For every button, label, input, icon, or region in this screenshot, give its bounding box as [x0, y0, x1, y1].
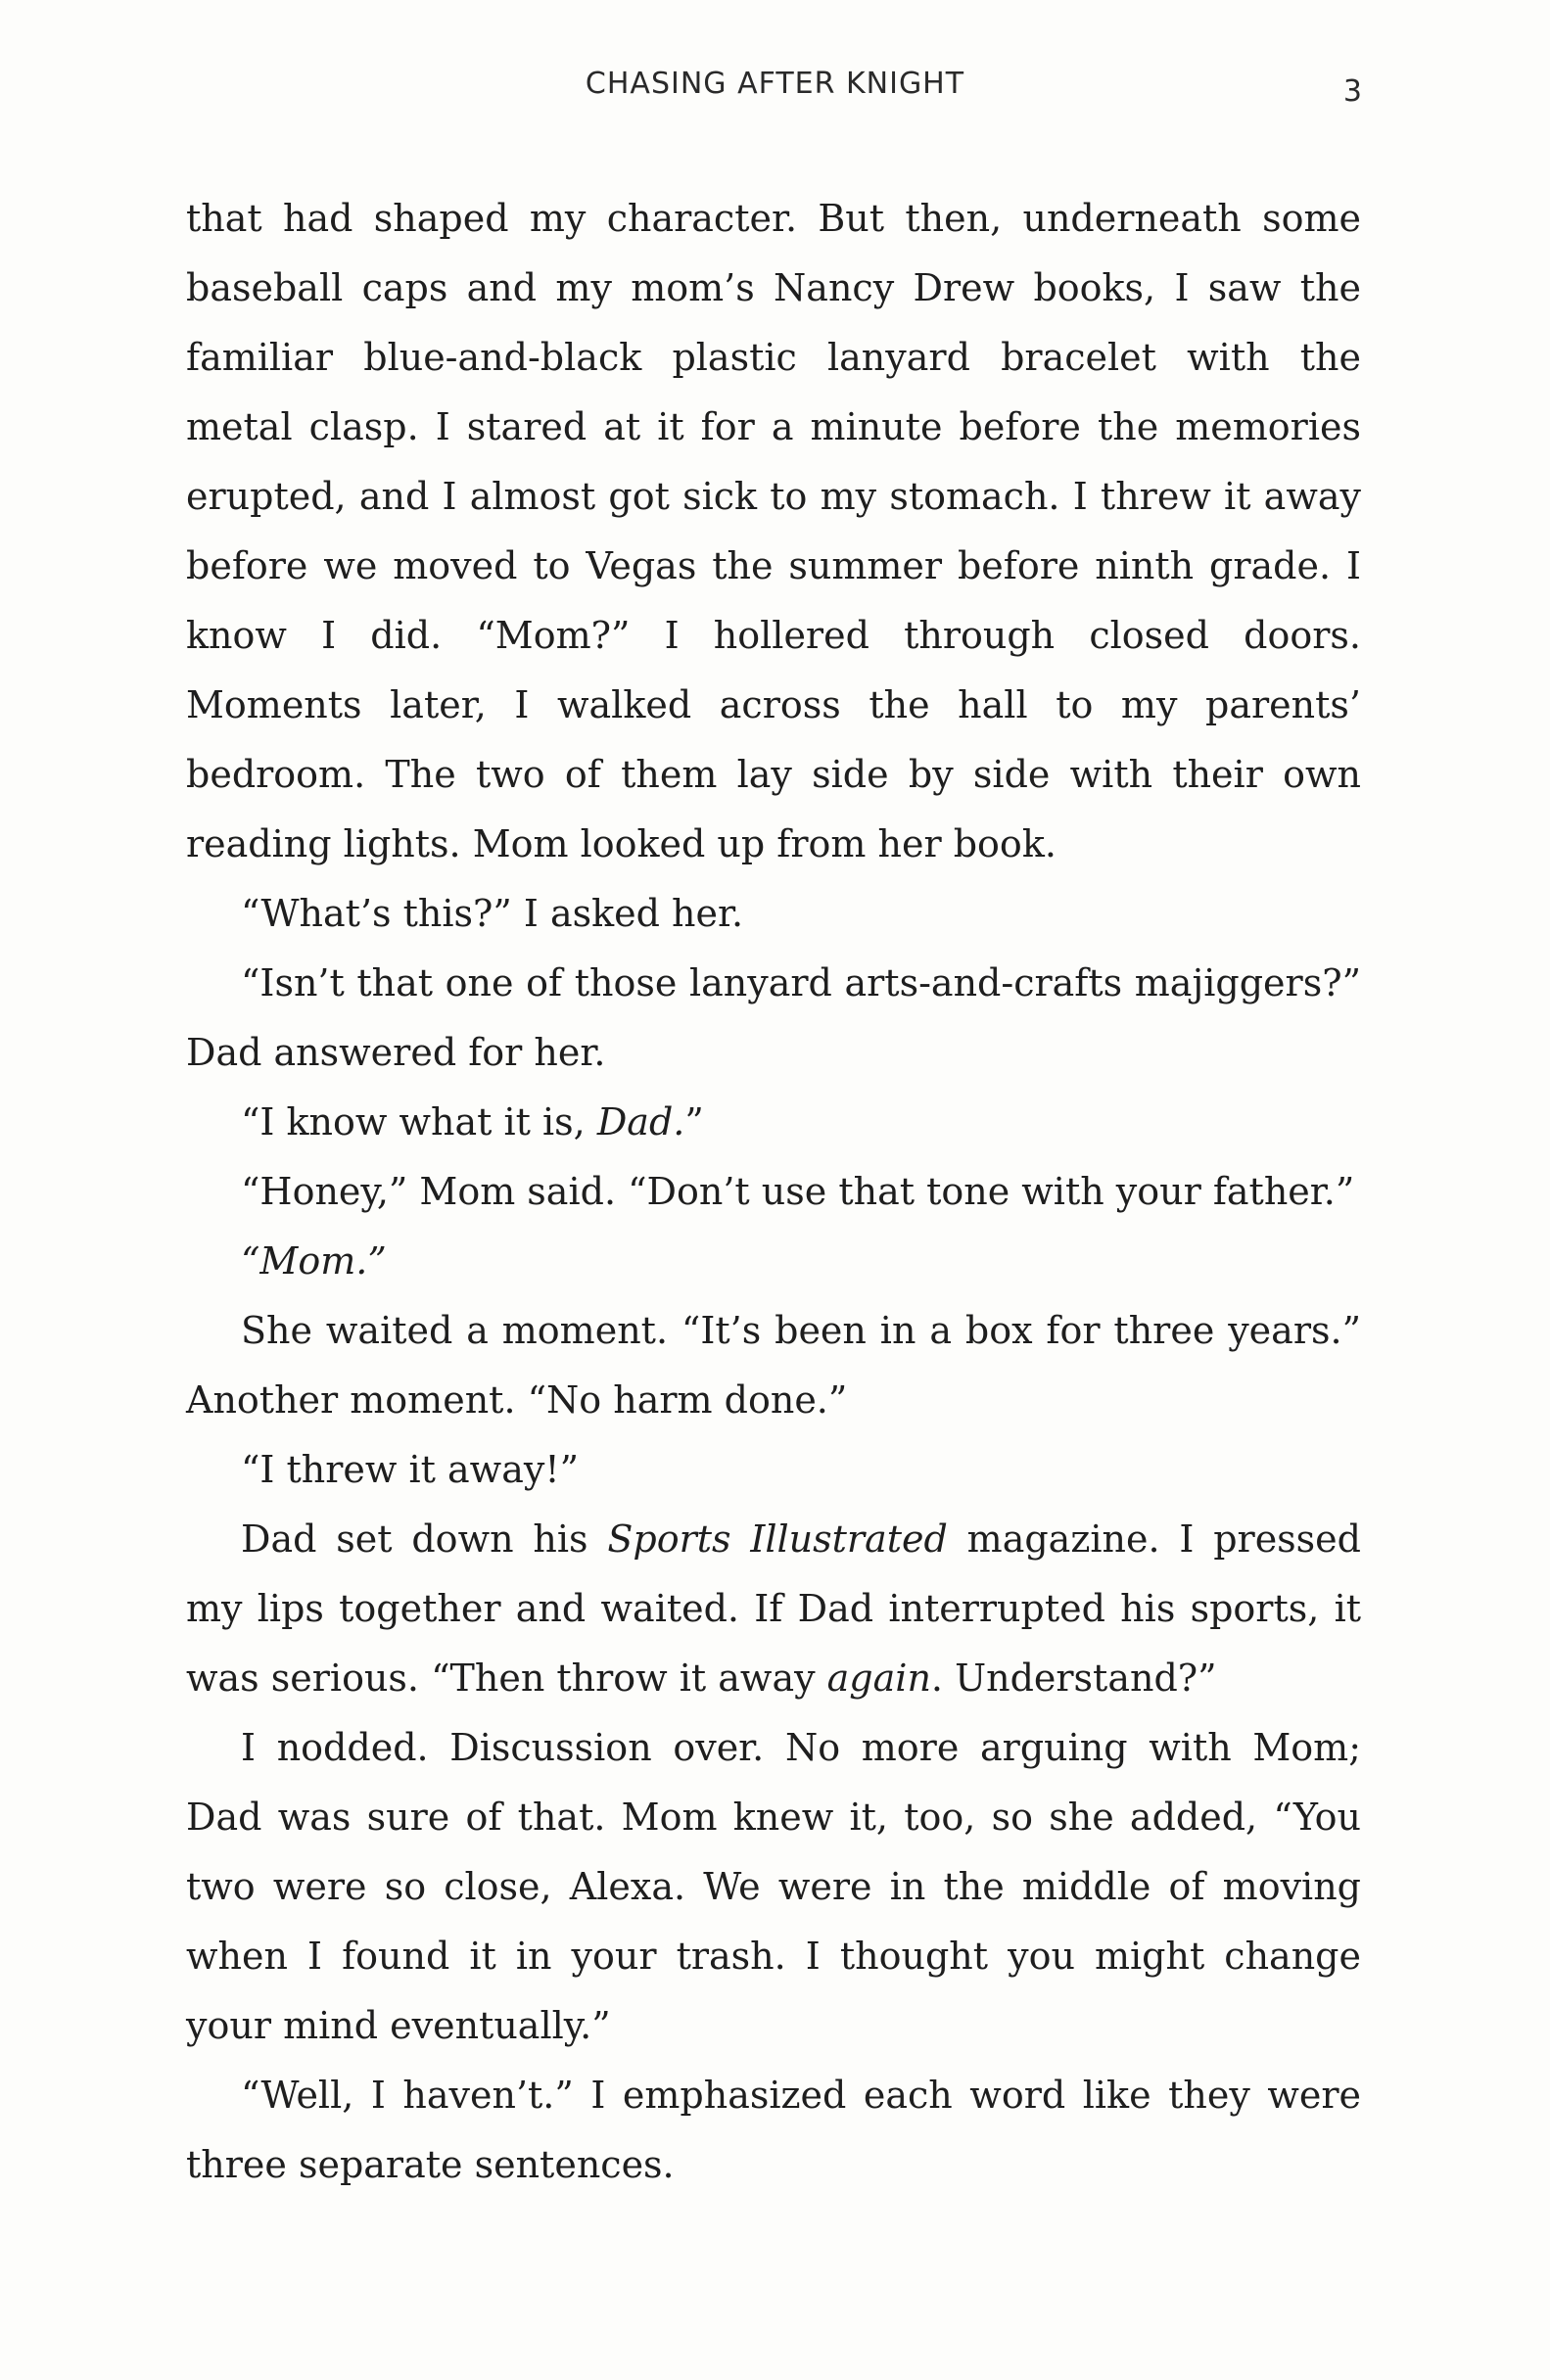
- paragraph: “Mom.”: [241, 1239, 387, 1283]
- paragraph: “Well, I haven’t.” I emphasized each word like they were three separate sentences.: [186, 2074, 1361, 2186]
- paragraph: Dad set down his Sports Illustrated magazine. I pressed my lips together and waited. If Dad interrupted his sports, it was serious. “Then throw it away again. Understand?”: [186, 1517, 1361, 1700]
- paragraph: “Honey,” Mom said. “Don’t use that tone with your father.”: [241, 1170, 1355, 1213]
- running-head: [0, 67, 1550, 116]
- running-title: CHASING AFTER KNIGHT: [585, 67, 965, 101]
- italic-text: Sports Illustrated: [607, 1517, 948, 1561]
- paragraph: She waited a moment. “It’s been in a box for three years.” Another moment. “No harm done.”: [186, 1309, 1361, 1422]
- paragraph: “What’s this?” I asked her.: [241, 892, 744, 935]
- paragraph: I nodded. Discussion over. No more arguing with Mom; Dad was sure of that. Mom knew it, too, so she added, “You two were so close, Alexa. We were in the middle of moving when I found it in your trash. I thought you might change your mind eventually.”: [186, 1726, 1361, 2047]
- paragraph: “I know what it is, Dad.”: [241, 1100, 704, 1143]
- italic-text: again: [826, 1657, 931, 1700]
- page-number: 3: [1342, 74, 1362, 109]
- paragraph: that had shaped my character. But then, underneath some baseball caps and my mom’s Nancy Drew books, I saw the familiar blue-and-black plastic lanyard bracelet with the metal clasp. I stared at it for a minute before the memories erupted, and I almost got sick to my stomach. I threw it away before we moved to Vegas the summer before ninth grade. I know I did. “Mom?” I hollered through closed doors. Moments later, I walked across the hall to my parents’ bedroom. The two of them lay side by side with their own reading lights. Mom looked up from her book.: [186, 197, 1361, 865]
- body-text: [186, 184, 1361, 2200]
- paragraph: “I threw it away!”: [241, 1448, 580, 1491]
- italic-text: Dad.: [596, 1100, 685, 1143]
- paragraph: “Isn’t that one of those lanyard arts-and-crafts majiggers?” Dad answered for her.: [186, 961, 1361, 1074]
